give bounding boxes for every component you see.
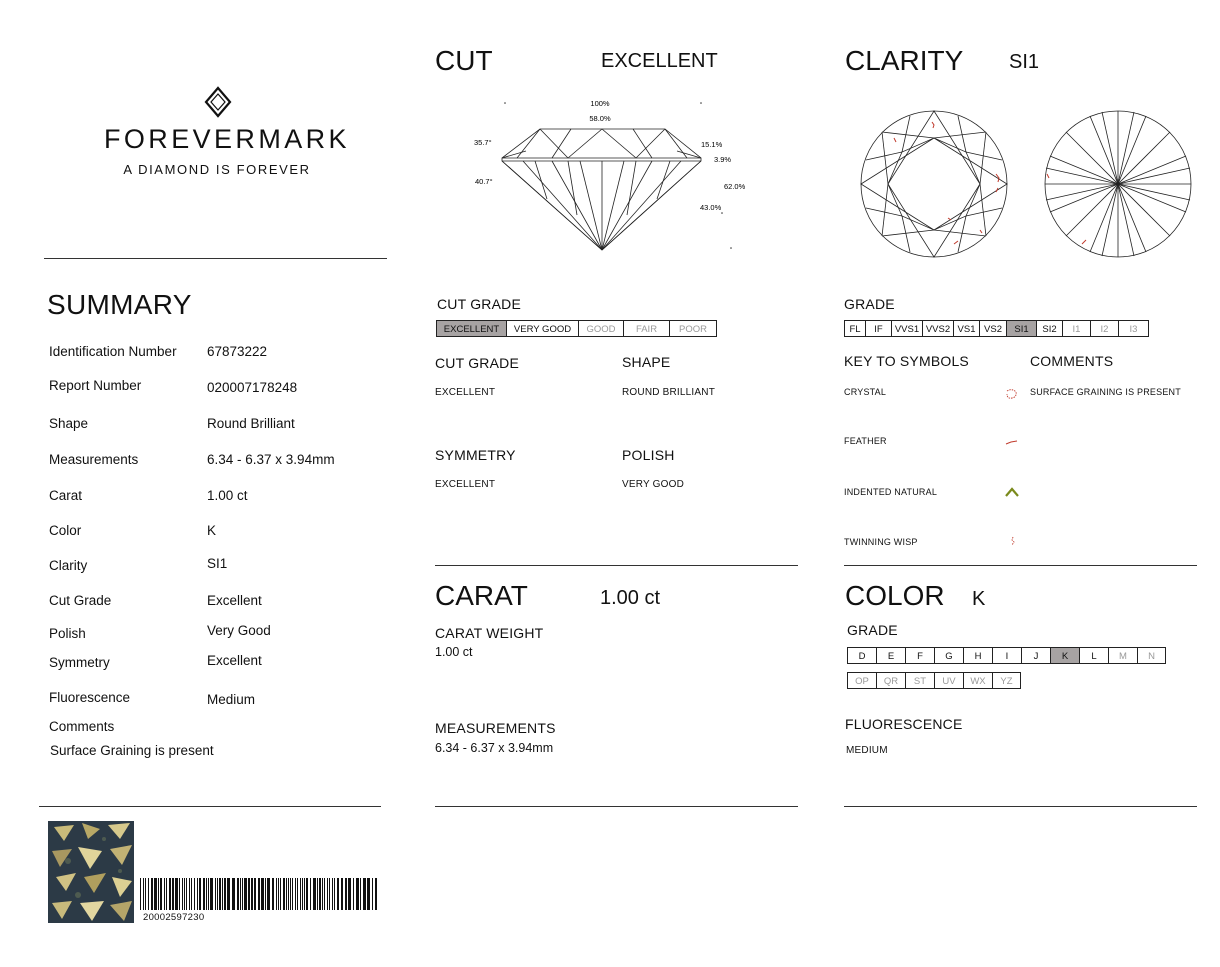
scale-cell-op: OP	[847, 672, 876, 689]
symbol-name: TWINNING WISP	[844, 537, 918, 547]
summary-label: Carat	[49, 488, 83, 503]
scale-cell-yz: YZ	[992, 672, 1021, 689]
summary-label: Color	[49, 523, 82, 538]
scale-cell-i: I	[992, 647, 1021, 664]
divider	[44, 258, 387, 259]
summary-title: SUMMARY	[47, 289, 192, 320]
summary-value: Round Brilliant	[207, 416, 295, 431]
summary-label: Polish	[49, 626, 86, 641]
summary-value: Very Good	[207, 623, 271, 638]
brand-name: FOREVERMARK	[104, 124, 350, 154]
scale-cell-j: J	[1021, 647, 1050, 664]
scale-cell-d: D	[847, 647, 876, 664]
summary-label: Identification Number	[49, 344, 177, 359]
diamond-photo	[48, 821, 134, 923]
scale-cell-poor: POOR	[669, 320, 717, 337]
carat-heading-value: 1.00 ct	[600, 587, 661, 609]
symmetry-value: EXCELLENT	[435, 479, 496, 490]
polish-label: POLISH	[622, 447, 675, 463]
scale-cell-k: K	[1050, 647, 1079, 664]
summary-value: 020007178248	[207, 380, 298, 395]
summary-label: Clarity	[49, 558, 88, 573]
table-value-label: 58.0%	[589, 114, 611, 123]
clarity-comments-label: COMMENTS	[1030, 353, 1114, 369]
color-grade-heading: K	[972, 588, 986, 610]
scale-cell-i3: I3	[1118, 320, 1149, 337]
scale-cell-si2: SI2	[1036, 320, 1062, 337]
clarity-pavilion-plot	[1042, 108, 1194, 260]
depth-label: 62.0%	[724, 182, 746, 191]
scale-cell-i1: I1	[1062, 320, 1090, 337]
indented-natural-symbol-icon	[1004, 485, 1020, 499]
clarity-crown-plot	[858, 108, 1010, 260]
scale-cell-g: G	[934, 647, 963, 664]
summary-value: Excellent	[207, 653, 262, 668]
clarity-title: CLARITY	[845, 45, 964, 76]
symbol-name: INDENTED NATURAL	[844, 487, 938, 497]
scale-cell-vs1: VS1	[953, 320, 979, 337]
crown-angle-label: 35.7°	[474, 138, 492, 147]
scale-cell-good: GOOD	[578, 320, 623, 337]
symmetry-label: SYMMETRY	[435, 447, 516, 463]
scale-cell-l: L	[1079, 647, 1108, 664]
polish-value: VERY GOOD	[622, 479, 685, 490]
key-to-symbols-label: KEY TO SYMBOLS	[844, 353, 969, 369]
summary-value: K	[207, 523, 217, 538]
measurements-value: 6.34 - 6.37 x 3.94mm	[435, 741, 554, 755]
scale-cell-qr: QR	[876, 672, 905, 689]
carat-weight-value: 1.00 ct	[435, 645, 473, 659]
color-grade-scale-extended	[847, 672, 1021, 689]
comments-value: Surface Graining is present	[50, 743, 214, 758]
divider	[844, 806, 1197, 807]
symbol-name: CRYSTAL	[844, 387, 887, 397]
cut-scale-label: CUT GRADE	[437, 296, 521, 312]
scale-cell-fair: FAIR	[623, 320, 669, 337]
divider	[435, 806, 798, 807]
summary-label: Measurements	[49, 452, 139, 467]
scale-cell-wx: WX	[963, 672, 992, 689]
color-scale-label: GRADE	[847, 622, 898, 638]
scale-cell-very-good: VERY GOOD	[506, 320, 578, 337]
cut-grade-scale	[436, 320, 717, 337]
scale-cell-st: ST	[905, 672, 934, 689]
twinning-wisp-symbol-icon	[1004, 535, 1020, 549]
clarity-grade-scale	[844, 320, 1149, 337]
divider	[39, 806, 381, 807]
barcode-number: 20002597230	[143, 912, 205, 923]
scale-cell-si1: SI1	[1006, 320, 1036, 337]
scale-cell-i2: I2	[1090, 320, 1118, 337]
scale-cell-excellent: EXCELLENT	[436, 320, 506, 337]
carat-weight-label: CARAT WEIGHT	[435, 625, 544, 641]
fluorescence-label: FLUORESCENCE	[845, 716, 963, 732]
divider	[844, 565, 1197, 566]
brand-tagline: A DIAMOND IS FOREVER	[123, 162, 311, 177]
summary-label: Report Number	[49, 378, 142, 393]
cut-grade-value: EXCELLENT	[435, 387, 496, 398]
summary-value: SI1	[207, 556, 228, 571]
scale-cell-uv: UV	[934, 672, 963, 689]
pavilion-depth-label: 43.0%	[700, 203, 722, 212]
summary-value: Excellent	[207, 593, 262, 608]
summary-label: Fluorescence	[49, 690, 131, 705]
summary-value: Medium	[207, 692, 256, 707]
clarity-scale-label: GRADE	[844, 296, 895, 312]
scale-cell-h: H	[963, 647, 992, 664]
cut-grade-label: CUT GRADE	[435, 355, 519, 371]
diamond-outline-icon	[202, 86, 234, 118]
scale-cell-fl: FL	[844, 320, 865, 337]
cut-proportions-diagram	[465, 95, 755, 260]
summary-label: Cut Grade	[49, 593, 112, 608]
scale-cell-n: N	[1137, 647, 1166, 664]
crystal-symbol-icon	[1004, 387, 1020, 401]
scale-cell-m: M	[1108, 647, 1137, 664]
summary-label: Symmetry	[49, 655, 110, 670]
cut-title: CUT	[435, 45, 493, 76]
shape-label: SHAPE	[622, 354, 671, 370]
summary-value: 67873222	[207, 344, 268, 359]
summary-value: 1.00 ct	[207, 488, 248, 503]
color-grade-scale	[847, 647, 1166, 664]
scale-cell-f: F	[905, 647, 934, 664]
carat-title: CARAT	[435, 580, 528, 611]
divider	[435, 565, 798, 566]
measurements-label: MEASUREMENTS	[435, 720, 556, 736]
pavilion-angle-label: 40.7°	[475, 177, 493, 186]
girdle-label: 3.9%	[714, 155, 732, 164]
barcode	[140, 878, 380, 910]
scale-cell-vs2: VS2	[979, 320, 1006, 337]
shape-value: ROUND BRILLIANT	[622, 387, 716, 398]
color-title: COLOR	[845, 580, 945, 611]
scale-cell-vvs1: VVS1	[891, 320, 922, 337]
table-percent-label: 100%	[590, 99, 610, 108]
feather-symbol-icon	[1004, 435, 1020, 449]
crown-height-label: 15.1%	[701, 140, 723, 149]
fluorescence-value: MEDIUM	[846, 745, 888, 756]
symbol-name: FEATHER	[844, 436, 887, 446]
comments-label: Comments	[49, 719, 115, 734]
summary-label: Shape	[49, 416, 89, 431]
clarity-comment: SURFACE GRAINING IS PRESENT	[1030, 387, 1181, 397]
clarity-grade-heading: SI1	[1009, 51, 1040, 73]
cut-grade-heading: EXCELLENT	[601, 50, 718, 72]
scale-cell-if: IF	[865, 320, 891, 337]
scale-cell-e: E	[876, 647, 905, 664]
summary-value: 6.34 - 6.37 x 3.94mm	[207, 452, 335, 467]
scale-cell-vvs2: VVS2	[922, 320, 953, 337]
